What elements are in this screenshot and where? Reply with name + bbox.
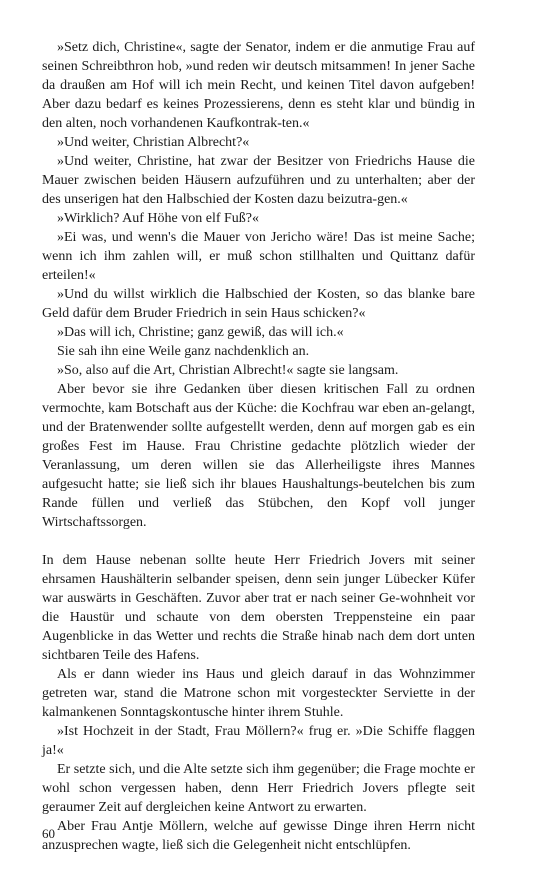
paragraph: »Wirklich? Auf Höhe von elf Fuß?«: [57, 211, 260, 226]
paragraph: »Ist Hochzeit in der Stadt, Frau Möllern?« frug er. »Die Schiffe flaggen ja!«: [42, 724, 475, 758]
paragraph: »Ei was, und wenn's die Mauer von Jericho wäre! Das ist meine Sache; wenn ich ihm zahlen will, er muß schon stillhalten und Quittanz dafür erteilen!«: [42, 230, 475, 283]
paragraph: »Setz dich, Christine«, sagte der Senator, indem er die anmutige Frau auf seinen Schreibthron hob, »und reden wir deutsch mitsammen! In jener Sache da draußen am Hof will ich mein Recht, und keinen Titel davon aufgeben! Aber dazu bedarf es keines Prozessierens, denn es steht klar und bündig in den alten, noch vorhandenen Kaufkontrak-ten.«: [42, 40, 475, 131]
paragraph: »Und weiter, Christian Albrecht?«: [57, 135, 250, 150]
book-page-text: [42, 38, 475, 855]
paragraph: Aber bevor sie ihre Gedanken über diesen kritischen Fall zu ordnen vermochte, kam Botschaft aus der Küche: die Kochfrau war eben an-gelangt, und der Bratenwender sollte aufgestellt werden, denn auf morgen gab es ein großes Fest im Hause. Frau Christine gedachte plötzlich wieder der Veranlassung, um deren willen sie das Allerheiligste ihres Mannes aufgesucht hatte; sie ließ sich ihr blaues Haushaltungs-beutelchen bis zum Rande füllen und verließ das Stübchen, den Kopf voll junger Wirtschaftssorgen.: [42, 382, 475, 530]
paragraph: »Und du willst wirklich die Halbschied der Kosten, so das blanke bare Geld dafür dem Bruder Friedrich in sein Haus schicken?«: [42, 287, 475, 321]
paragraph: In dem Hause nebenan sollte heute Herr Friedrich Jovers mit seiner ehrsamen Haushälterin selbander speisen, denn sein junger Lübecker Küfer war auswärts in Geschäften. Zuvor aber trat er nach seiner Ge-wohnheit vor die Haustür und schaute von dem obersten Treppensteine ein paar Augenblicke in das Wetter und rechts die Straße hinab nach dem dort unten sichtbaren Teile des Hafens.: [42, 553, 475, 663]
section-break: [42, 532, 475, 551]
paragraph: Als er dann wieder ins Haus und gleich darauf in das Wohnzimmer getreten war, stand die Matrone schon mit vorgesteckter Serviette in der kalmankenen Sonntagskontusche hinter ihrem Stuhle.: [42, 667, 475, 720]
paragraph: »So, also auf die Art, Christian Albrecht!« sagte sie langsam.: [57, 363, 399, 378]
paragraph: Er setzte sich, und die Alte setzte sich ihm gegenüber; die Frage mochte er wohl schon vergessen haben, denn Herr Friedrich Jovers pflegte seit geraumer Zeit auf dergleichen keine Antwort zu erwarten.: [42, 762, 475, 815]
paragraph: »Das will ich, Christine; ganz gewiß, das will ich.«: [57, 325, 344, 340]
page-number: 60: [42, 826, 55, 841]
paragraph: Aber Frau Antje Möllern, welche auf gewisse Dinge ihren Herrn nicht anzusprechen wagte, ließ sich die Gelegenheit nicht entschlüpfen.: [42, 819, 475, 853]
paragraph: »Und weiter, Christine, hat zwar der Besitzer von Friedrichs Hause die Mauer zwischen beiden Häusern aufzuführen und zu unterhalten; aber der des unserigen hat den Halbschied der Kosten dazu beizutra-gen.«: [42, 154, 475, 207]
paragraph: Sie sah ihn eine Weile ganz nachdenklich an.: [57, 344, 310, 359]
